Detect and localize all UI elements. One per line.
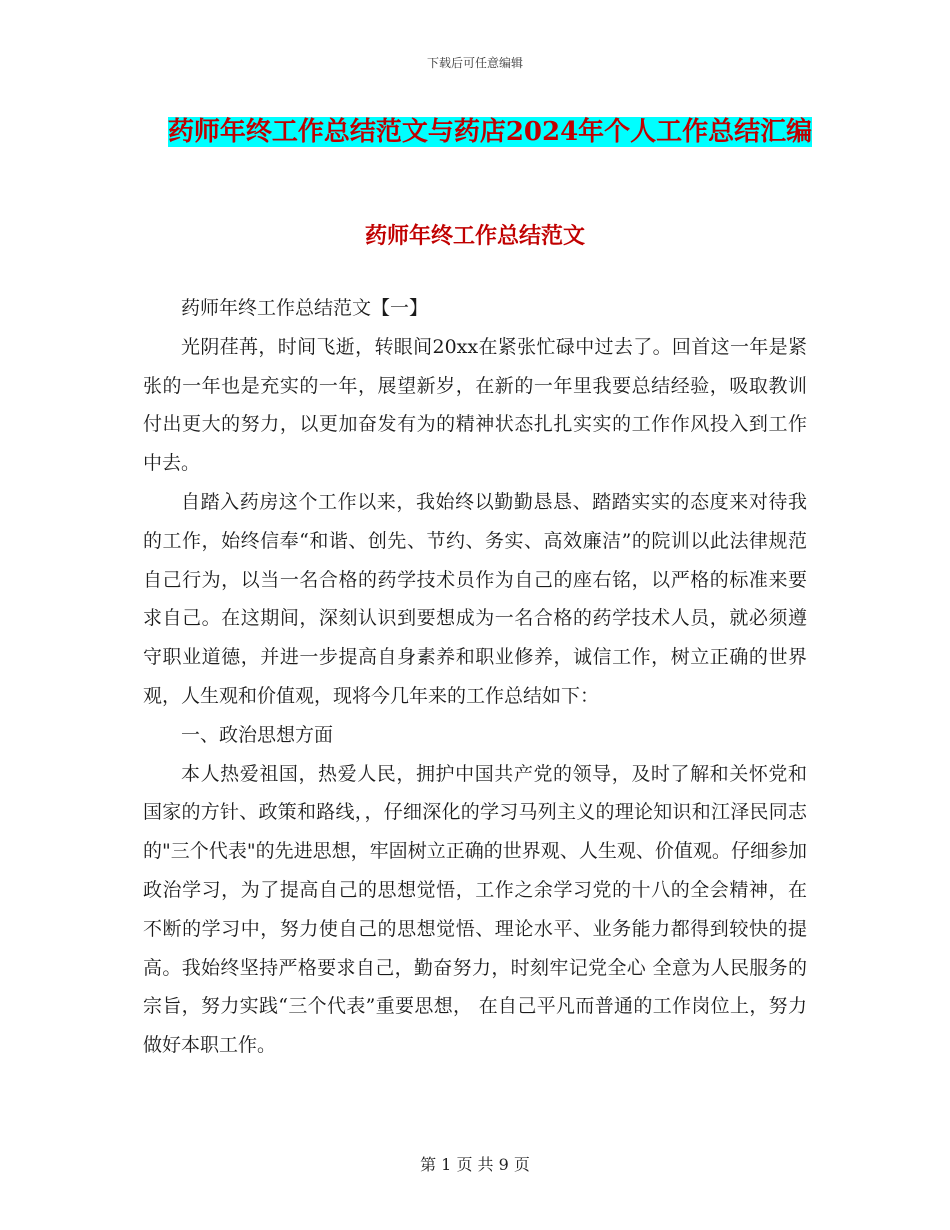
paragraph: 本人热爱祖国，热爱人民，拥护中国共产党的领导，及时了解和关怀党和国家的方针、政策和路线，，仔细深化的学习马列主义的理论知识和江泽民同志的"三个代表"的先进思想，牢固树立正确的世界观、人生观、价值观。仔细参加政治学习，为了提高自己的思想觉悟，工作之余学习党的十八的全会精神，在不断的学习中，努力使自己的思想觉悟、理论水平、业务能力都得到较快的提高。我始终坚持严格要求自己，勤奋努力，时刻牢记党全心 全意为人民服务的宗旨，努力实践“三个代表”重要思想， 在自己平凡而普通的工作岗位上，努力做好本职工作。	[143, 762, 807, 1057]
paragraph: 自踏入药房这个工作以来，我始终以勤勤恳恳、踏踏实实的态度来对待我的工作，始终信奉“和谐、创先、节约、务实、高效廉洁”的院训以此法律规范自己行为，以当一名合格的药学技术员作为自己的座右铭，以严格的标准来要求自己。在这期间，深刻认识到要想成为一名合格的药学技术人员，就必须遵守职业道德，并进一步提高自身素养和职业修养，诚信工作，树立正确的世界观，人生观和价值观，现将今几年来的工作总结如下：	[143, 490, 807, 707]
document-title	[160, 108, 820, 156]
document-title-text: 药师年终工作总结范文与药店2024年个人工作总结汇编	[167, 117, 813, 147]
document-body	[143, 289, 807, 1065]
paragraph-subheading: 药师年终工作总结范文【一】	[181, 297, 429, 319]
section-title: 药师年终工作总结范文	[364, 223, 585, 249]
page-footer: 第 1 页 共 9 页	[420, 1155, 530, 1174]
header-note: 下载后可任意编辑	[426, 56, 523, 70]
paragraph: 光阴荏苒，时间飞逝，转眼间20xx在紧张忙碌中过去了。回首这一年是紧张的一年也是充实的一年，展望新岁，在新的一年里我要总结经验，吸取教训付出更大的努力，以更加奋发有为的精神状态扎扎实实的工作作风投入到工作中去。	[143, 335, 807, 475]
paragraph-heading: 一、政治思想方面	[181, 723, 334, 746]
